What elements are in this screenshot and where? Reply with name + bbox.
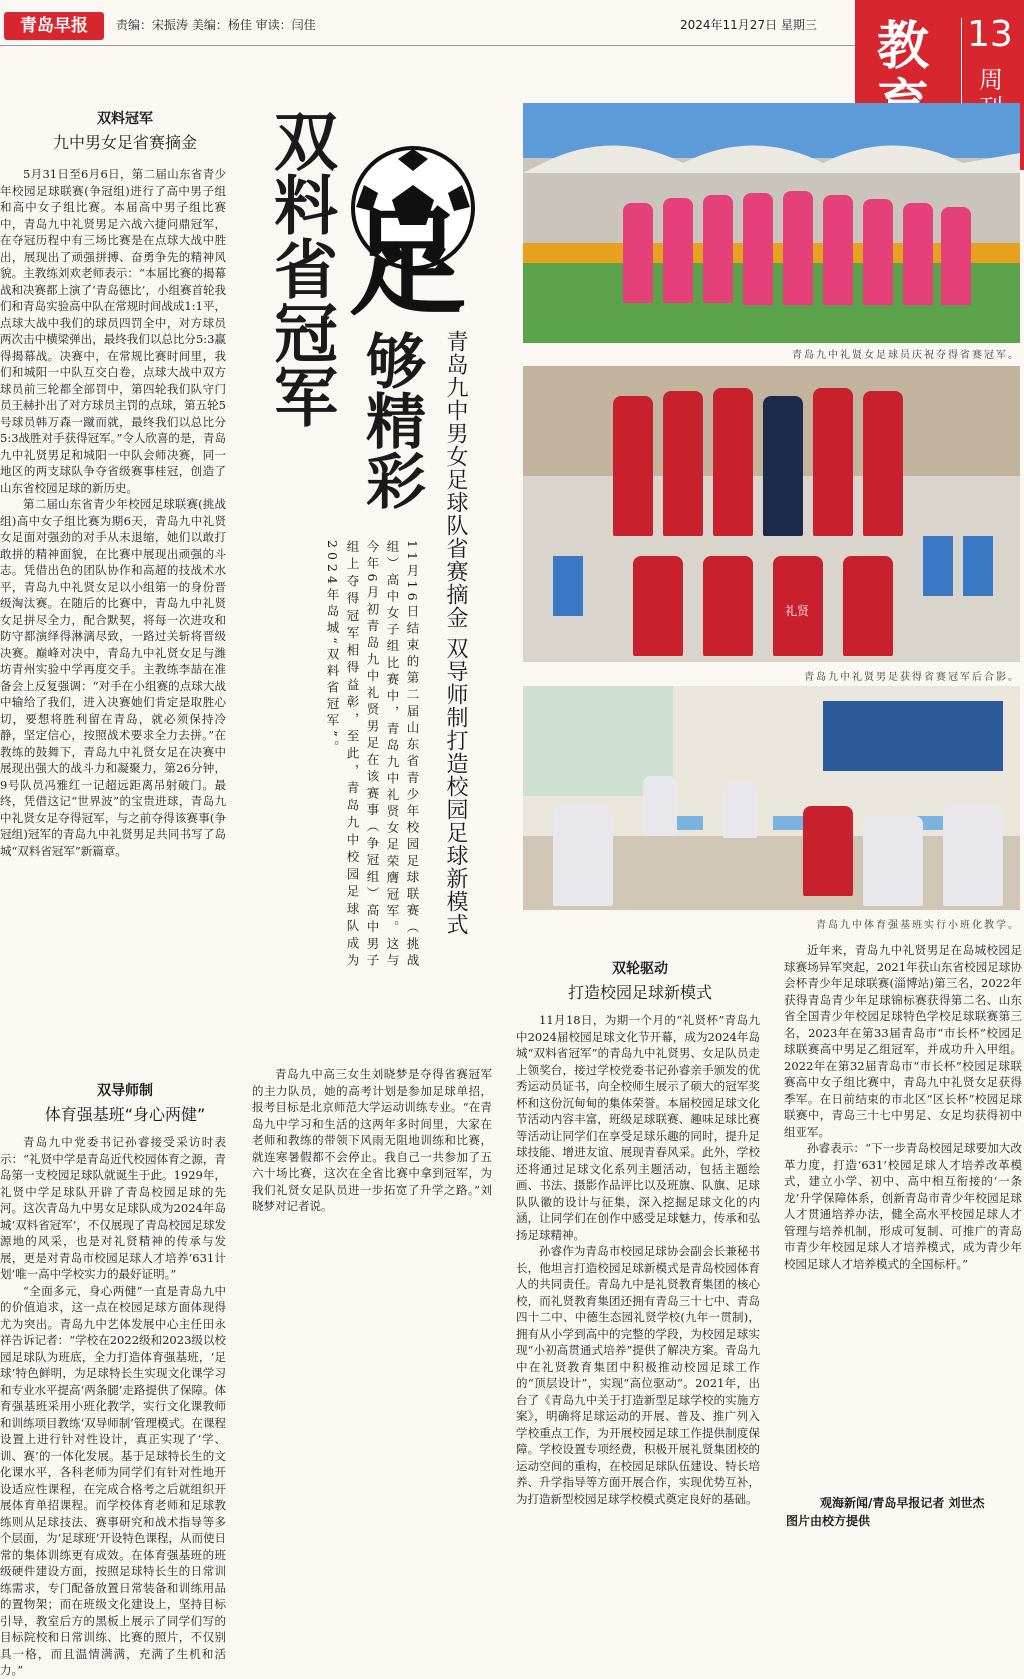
player-figure [941,207,971,305]
section2-subtitle: 体育强基班“身心两健” [44,1105,206,1124]
section3-body-col2 [784,942,1022,1490]
player-figure [863,199,893,305]
paragraph: 青岛九中党委书记孙睿接受采访时表示：“礼贤中学是青岛近代校园体育之源，青岛第一支校园足球队就诞生于此。1929年，礼贤中学足球队开辟了青岛校园足球的先河。这次青岛九中男女足球队成为2024年岛城‘双料省冠军’，不仅展现了青岛校园足球发源地的风采，也是对礼贤精神的传承与发展，更是对青岛市校园足球人才培养‘631计划’唯一高中学校实力的最好证明。” [0,1135,226,1281]
paragraph: 青岛九中高三女生刘晓梦是夺得省赛冠军的主力队员，她的高考计划是参加足球单招，报考目标是北京师范大学运动训练专业。“在青岛九中学习和生活的这两年多时间里，大家在老师和教练的带领下风雨无阻地训练和比赛，就连寒暑假都不会停止。我自己一共参加了五六十场比赛，这次在全省比赛中拿到冠军，为我们礼贤女足队员进一步拓宽了升学之路。”刘晓梦对记者说。 [252,1067,492,1213]
reporter-credit: 观海新闻/青岛早报记者 刘世杰 [820,1496,985,1510]
section2-body-col2 [252,1066,492,1526]
photo-classroom [523,686,1020,910]
student-figure [553,806,613,906]
section1-title: 双料冠军 [97,111,153,127]
photo-caption: 青岛九中体育强基班实行小班化教学。 [816,920,1020,931]
photo-girls-team [523,103,1020,343]
student-figure [803,806,853,896]
paragraph: “全面多元，身心两健”一直是青岛九中的价值追求，这一点在校园足球方面体现得尤为突出。青岛九中艺体发展中心主任田永祥告诉记者：“学校在2022级和2023级以校园足球队为班底，全力打造体育强基班，‘足球’特色鲜明，为足球特长生实现文化课学习和专业水平提高‘两条腿’走路提供了保障。体育强基班采用小班化教学，实行文化课教师和训练项目教练‘双导师制’管理模式。在课程设置上进行针对性设计，真正实现了‘学、训、赛’的一体化发展。基于足球特长生的文化课水平，各科老师为同学们有针对性地开设适应性课程，在完成合格考之后就组织开展体育单招课程。而学校体育老师和足球教练则从足球技法、赛事研究和战术指导等多个层面，为‘足球班’开设特色课程，从而使日常的集体训练更有成效。在体育强基班的班级硬件建设方面，按照足球特长生的日常训练需求，专门配备放置日常装备和训练用品的置物架；而在班级文化建设上，坚持目标引导，教室后方的黑板上展示了同学们写的目标院校和日常训练、比赛的照片，不仅别具一格，而且温情满满，充满了生机和活力。” [0,1283,226,1677]
newspaper-logo: 青岛早报 [4,12,104,40]
issue-date: 2024年11月27日 星期三 [680,18,817,32]
paragraph: 孙睿作为青岛市校园足球协会副会长兼秘书长，他坦言打造校园足球新模式是青岛校园体育人的共同责任。青岛九中是礼贤教育集团的核心校，而礼贤教育集团还拥有青岛三十七中、青岛四十二中、中德生态园礼贤学校(九年一贯制)，拥有从小学到高中的完整的学段，为校园足球实现“小初高贯通式培养”提供了解决方案。青岛九中在礼贤教育集团中积极推动校园足球工作的“顶层设计”，实现“高位驱动”。2021年，出台了《青岛九中关于打造新型足球学校的实施方案》，明确将足球运动的开展、普及、推广列入学校重点工作，为开展校园足球工作提供制度保障。学校设置专项经费，积极开展礼贤集团校的运动空间的重构，在校园足球队伍建设、特长培养、升学指导等方面开展合作，实现优势互补，为打造新型校园足球学校模式奠定良好的基础。 [516,1244,760,1506]
coach-figure [763,396,803,536]
section1-subtitle: 九中男女足省赛摘金 [52,133,197,152]
student-figure [643,776,677,836]
section-name: 教 [877,17,930,77]
section2-body-col1 [0,1134,226,1677]
photo-boys-team [523,366,1020,662]
section3-subtitle: 打造校园足球新模式 [567,983,712,1002]
jersey-text: 礼贤 [785,604,810,618]
section3-title: 双轮驱动 [612,961,668,977]
student-figure [943,806,1003,906]
paragraph: 孙睿表示：“下一步青岛校园足球要加大改革力度，打造‘631’校园足球人才培养改革模式，建立小学、初中、高中相互衔接的‘一条龙’升学保障体系，创新青岛市青少年校园足球人才贯通培养办法，健全高水平校园足球人才管理与培养机制，形成可复制、可推广的青岛市青少年校园足球人才培养模式，成为青少年校园足球人才培养模式的全国标杆。” [784,1141,1022,1271]
player-figure [663,391,703,536]
photo-credit: 图片由校方提供 [786,1514,871,1528]
player-figure [703,195,733,303]
player-figure [903,203,933,305]
photo-caption: 青岛九中礼贤男足获得省赛冠军后合影。 [804,672,1020,683]
student-figure [863,816,923,906]
photo-caption: 青岛九中礼贤女足球员庆祝夺得省赛冠军。 [792,350,1020,361]
player-figure [623,203,653,303]
player-figure [633,556,683,656]
paragraph: 5月31日至6月6日，第二届山东省青少年校园足球联赛(争冠组)进行了高中男子组和高中女子组比赛。本届高中男子组比赛中，青岛九中礼贤男足六战六捷问鼎冠军，在夺冠历程中有三场比赛是在点球大战中胜出，展现出了顽强拼搏、奋勇争先的精神风貌。主教练刘欢老师表示：“本届比赛的揭幕战和决赛都上演了‘青岛德比’，小组赛首轮我们和青岛实验高中队在常规时间战成1:1平，点球大战中我们的球员四罚全中，对方球员两次击中横梁弹出，最终我们以总比分5:3赢得揭幕战。决赛中，在常规比赛时间里，我们和城阳一中队互交白卷，点球大战中双方球员前三轮都全部罚中，第四轮我们队守门员王赫扑出了对方球员主罚的点球，第五轮5号球员韩万森一蹴而就，最终我们以总比分5:3战胜对手获得冠军。”令人欣喜的是，青岛九中礼贤男足和城阳一中队会师决赛，同一地区的两支球队争夺省级赛事桂冠，创造了山东省校园足球的新历史。 [0,167,226,495]
player-figure [613,396,653,536]
headline-rest: 够精彩 [356,330,426,510]
staff-credits: 责编：宋振涛 美编：杨佳 审读：闫佳 [116,18,316,32]
headline-main: 双料省冠军 [263,108,337,428]
paragraph: 11月18日，为期一个月的“礼贤杯”青岛九中2024届校园足球文化节开幕，成为2024年岛城“双料省冠军”的青岛九中礼贤男、女足队员走上领奖台，接过学校党委书记孙睿亲手颁发的优秀运动员证书，向全校师生展示了硕大的冠军奖杯和这份沉甸甸的集体荣誉。本届校园足球文化节活动内容丰富，班级足球联赛、趣味足球比赛等活动让同学们在享受足球乐趣的同时，提升足球技能、增进友谊、展现青春风采。此外，学校还将通过足球文化系列主题活动，包括主题绘画、书法、摄影作品评比以及班旗、队旗、足球队队徽的设计与征集，深入挖掘足球文化的内涵，让同学们在创作中感受足球魅力，传承和弘扬足球精神。 [516,1013,760,1242]
section2-title: 双导师制 [97,1083,153,1099]
lead-paragraph: 11月16日结束的第二届山东省青少年校园足球联赛（挑战组）高中女子组比赛中，青岛九中礼贤女足荣膺冠军。这与今年6月初青岛九中礼贤男足在该赛事（争冠组）高中男子组上夺得冠军相得益彰，至此，青岛九中校园足球队成为2024年岛城“双料省冠军”。 [325,540,420,970]
column-name: 周 [979,66,1003,94]
paragraph: 近年来，青岛九中礼贤男足在岛城校园足球赛场异军突起，2021年获山东省校园足球协会杯青少年足球联赛(淄博站)第三名，2022年获得青岛青少年足球锦标赛获得第二名、山东省全国青少年校园足球特色学校足球联赛第三名，2023年在第33届青岛市“市长杯”校园足球联赛高中男足乙组冠军，并成功升入甲组。2022年在第32届青岛市“市长杯”校园足球联赛高中女子组比赛中，青岛九中礼贤女足获得季军。在日前结束的市北区“区长杯”校园足球联赛中，青岛三十七中男足、女足均获得初中组亚军。 [784,943,1022,1139]
player-figure [703,556,753,656]
player-figure [863,391,903,536]
player-figure [843,556,893,656]
player-figure [663,198,693,303]
player-figure [783,191,813,305]
player-figure [823,195,853,305]
page-number: 13 [967,14,1013,55]
paragraph: 第二届山东省青少年校园足球联赛(挑战组)高中女子组比赛为期6天，青岛九中礼贤女足面对强劲的对手从未退缩，她们以敢打敢拼的精神面貌，在比赛中展现出顽强的斗志。凭借出色的团队协作和高超的技战术水平，青岛九中礼贤女足以小组第一的身份晋级淘汰赛。在随后的比赛中，青岛九中礼贤女足拼尽全力，配合默契，将每一次进攻和防守都演绎得淋漓尽致，一路过关斩将晋级决赛。巅峰对决中，青岛九中礼贤女足与潍坊青州实验中学再度交手。主教练李喆在准备会上反复强调：“对手在小组赛的点球大战中输给了我们，进入决赛她们肯定是取胜心切，要想将胜利留在青岛，就必须保持冷静，坚定信心，按照战术要求全力去拼。”在教练的鼓舞下，青岛九中礼贤女足在决赛中展现出强大的战斗力和凝聚力，第26分钟，9号队员冯雅红一记超远距离吊射破门。最终，凭借这记“世界波”的宝贵进球，青岛九中礼贤女足夺得冠军，与之前夺得该赛事(争冠组)冠军的青岛九中礼贤男足共同书写了岛城“双料省冠军”新篇章。 [0,497,226,858]
section1-body [0,166,226,1066]
section3-body-col1 [516,1012,760,1526]
player-figure [713,388,753,536]
student-figure [723,782,757,838]
masthead-rule [0,45,855,46]
player-figure [743,193,773,305]
headline-zu: 足 [348,194,467,332]
player-figure [813,388,853,536]
headline-sub: 青岛九中男女足球队省赛摘金 双导师制打造校园足球新模式 [443,330,468,936]
